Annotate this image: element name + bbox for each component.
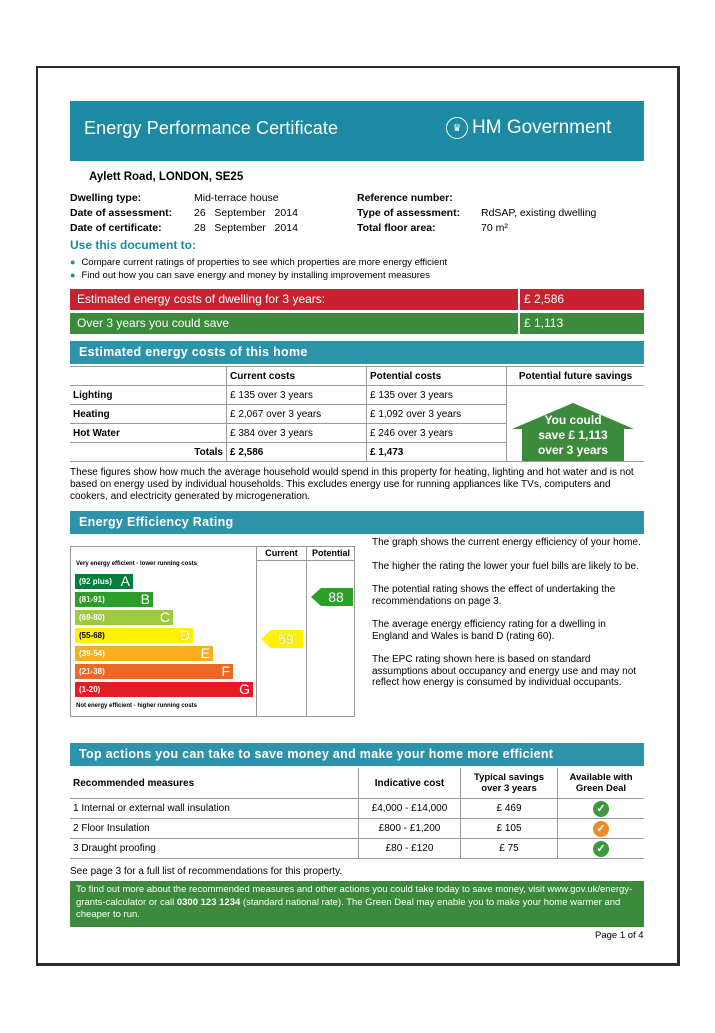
- potential-cost: £ 246 over 3 years: [367, 424, 507, 443]
- indicative-cost: £80 - £120: [359, 839, 461, 859]
- costs-section-heading: Estimated energy costs of this home: [70, 341, 644, 364]
- address: Aylett Road, LONDON, SE25: [89, 171, 244, 183]
- column-header: Available with Green Deal: [558, 768, 645, 799]
- column-header: Recommended measures: [70, 768, 359, 799]
- green-tick-icon: ✓: [593, 801, 609, 817]
- could-save-bar: [70, 313, 644, 334]
- indicative-cost: £800 - £1,200: [359, 819, 461, 839]
- column-header: Typical savings over 3 years: [461, 768, 558, 799]
- use-document-title: Use this document to:: [70, 238, 197, 252]
- detail-dwelling-type-label: Dwelling type:: [70, 192, 142, 204]
- savings-arrow: [512, 403, 634, 458]
- detail-reference-label: Reference number:: [357, 192, 453, 204]
- savings-text: You could save £ 1,113 over 3 years: [537, 413, 609, 457]
- estimated-costs-label: Estimated energy costs of dwelling for 3 years:: [77, 292, 326, 306]
- divider: [518, 313, 520, 334]
- current-cost: £ 135 over 3 years: [227, 386, 367, 405]
- inefficient-label: Not energy efficient - higher running costs: [76, 703, 198, 709]
- divider: [256, 560, 354, 561]
- detail-assessment-type-label: Type of assessment:: [357, 207, 461, 219]
- detail-certificate-date-label: Date of certificate:: [70, 222, 162, 234]
- column-header: Potential future savings: [507, 367, 645, 386]
- row-label: Hot Water: [70, 424, 227, 443]
- typical-savings: £ 75: [461, 839, 558, 859]
- column-header: Indicative cost: [359, 768, 461, 799]
- efficient-label: Very energy efficient - lower running costs: [76, 561, 198, 567]
- divider: [518, 289, 520, 310]
- divider: [256, 547, 257, 716]
- potential-column-header: Potential: [311, 548, 350, 558]
- green-tick-icon: ✓: [593, 841, 609, 857]
- eer-chart: [70, 546, 355, 717]
- phone-number: 0300 123 1234: [176, 896, 241, 908]
- measure: 2 Floor Insulation: [70, 819, 359, 839]
- actions-table: [70, 768, 644, 859]
- eer-paragraph: The average energy efficiency rating for a dwelling in England and Wales is band D (rating 60).: [372, 619, 606, 642]
- table-header-row: [70, 367, 644, 386]
- band-g: (1-20) G: [75, 682, 253, 697]
- estimated-costs-value: £ 2,586: [524, 292, 565, 306]
- estimated-costs-bar: [70, 289, 644, 310]
- eer-paragraph: The potential rating shows the effect of undertaking the recommendations on page 3.: [372, 584, 616, 607]
- totals-label: Totals: [70, 443, 227, 462]
- could-save-label: Over 3 years you could save: [77, 316, 230, 330]
- current-column-header: Current: [265, 548, 298, 558]
- current-cost: £ 2,067 over 3 years: [227, 405, 367, 424]
- row-label: Heating: [70, 405, 227, 424]
- table-header-row: [70, 768, 644, 799]
- column-header: [70, 367, 227, 386]
- eer-description: [372, 537, 644, 689]
- eer-section-heading: Energy Efficiency Rating: [70, 511, 644, 534]
- page-title: Energy Performance Certificate: [84, 118, 339, 138]
- measure: 3 Draught proofing: [70, 839, 359, 859]
- detail-assessment-date-value: 26 September 2014: [194, 207, 298, 219]
- band-b: (81-91) B: [75, 592, 153, 607]
- footer-info-box: To find out more about the recommended measures and other actions you could take today to save money, visit www.gov.uk/energy-grants-calculator or call 0300 123 1234 (standard national rate). The Green Deal may enable you to make your home warmer and cheaper to run.: [70, 881, 644, 927]
- green-deal-cell: [558, 839, 645, 859]
- band-f: (21-38) F: [75, 664, 233, 679]
- current-cost: £ 384 over 3 years: [227, 424, 367, 443]
- totals-potential: £ 1,473: [367, 443, 507, 462]
- detail-dwelling-type-value: Mid-terrace house: [194, 192, 279, 204]
- hm-government-logo: [446, 117, 611, 139]
- table-row: [70, 819, 644, 839]
- band-d: (55-68) D: [75, 628, 193, 643]
- typical-savings: £ 469: [461, 799, 558, 819]
- detail-assessment-date-label: Date of assessment:: [70, 207, 173, 219]
- column-header: Current costs: [227, 367, 367, 386]
- detail-certificate-date-value: 28 September 2014: [194, 222, 298, 234]
- bullet-item: ● Find out how you can save energy and money by installing improvement measures: [70, 270, 430, 281]
- potential-cost: £ 1,092 over 3 years: [367, 405, 507, 424]
- green-deal-cell: [558, 819, 645, 839]
- bullet-icon: ●: [70, 270, 76, 280]
- column-header: Potential costs: [367, 367, 507, 386]
- green-deal-cell: [558, 799, 645, 819]
- bullet-item: ● Compare current ratings of properties to see which properties are more energy efficient: [70, 257, 448, 268]
- table-row: [70, 386, 644, 405]
- detail-floor-area-label: Total floor area:: [357, 222, 436, 234]
- potential-rating-value: 88: [328, 589, 344, 605]
- typical-savings: £ 105: [461, 819, 558, 839]
- crest-icon: ♛: [446, 117, 468, 139]
- band-a: (92 plus) A: [75, 574, 133, 589]
- potential-rating-marker: [311, 588, 353, 606]
- indicative-cost: £4,000 - £14,000: [359, 799, 461, 819]
- row-label: Lighting: [70, 386, 227, 405]
- totals-current: £ 2,586: [227, 443, 367, 462]
- detail-floor-area-value: 70 m²: [481, 222, 508, 234]
- band-e: (39-54) E: [75, 646, 213, 661]
- eer-paragraph: The EPC rating shown here is based on standard assumptions about occupancy and energy use and may not reflect how energy is consumed by individual occupants.: [372, 654, 637, 688]
- actions-section-heading: Top actions you can take to save money and make your home more efficient: [70, 743, 644, 766]
- orange-tick-icon: ✓: [593, 821, 609, 837]
- costs-note: These figures show how much the average household would spend in this property for heating, lighting and hot water and is not based on energy used by individual households. This excludes energy use for running appliances like TVs, computers and cookers, and electricity generated by microgeneration.: [70, 467, 634, 502]
- detail-assessment-type-value: RdSAP, existing dwelling: [481, 207, 597, 219]
- divider: [306, 547, 307, 716]
- current-rating-value: 59: [278, 631, 294, 647]
- potential-cost: £ 135 over 3 years: [367, 386, 507, 405]
- eer-paragraph: The higher the rating the lower your fuel bills are likely to be.: [372, 560, 639, 572]
- band-c: (69-80) C: [75, 610, 173, 625]
- eer-paragraph: The graph shows the current energy efficiency of your home.: [372, 537, 641, 548]
- table-row: [70, 839, 644, 859]
- could-save-value: £ 1,113: [524, 316, 564, 330]
- table-row: [70, 799, 644, 819]
- brand-text: HM Government: [472, 117, 612, 138]
- page-number: Page 1 of 4: [595, 930, 644, 941]
- measure: 1 Internal or external wall insulation: [70, 799, 359, 819]
- see-page-note: See page 3 for a full list of recommendations for this property.: [70, 866, 343, 877]
- bullet-icon: ●: [70, 257, 76, 267]
- current-rating-marker: [261, 630, 303, 648]
